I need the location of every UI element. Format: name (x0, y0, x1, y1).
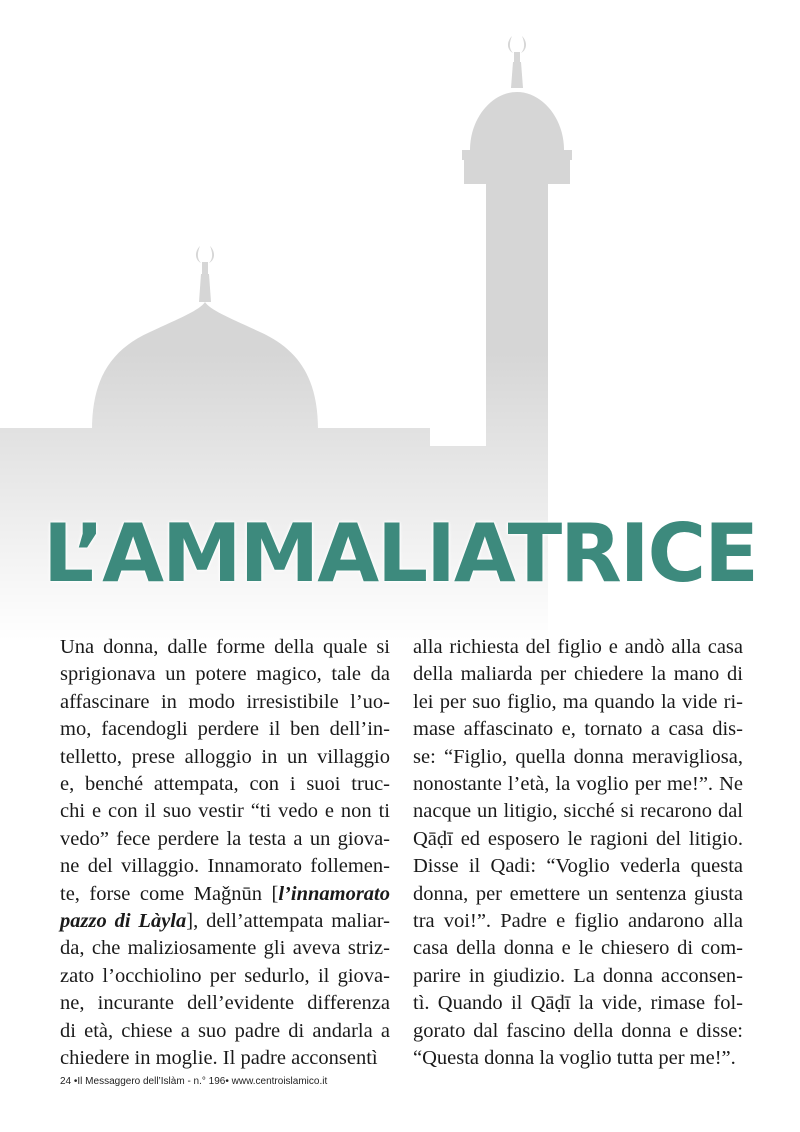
text-line: sprigionava un potere magico, tale da (60, 663, 390, 686)
text-line: della maliarda per chiedere la mano di (413, 663, 743, 686)
text-line: casa della donna e le chiesero di com- (413, 937, 743, 960)
text-line: gorato dal fascino della donna e disse: (413, 1019, 743, 1042)
text-segment: ], dell’attempata maliar- (186, 910, 390, 933)
text-line: affascinare in modo irresistibile l’uo- (60, 690, 390, 713)
text-line: ne del villaggio. Innamorato follemen- (60, 855, 390, 878)
text-line: lei per suo figlio, ma quando la vide ri- (413, 690, 743, 713)
text-line: mase affascinato e, tornato a casa dis- (413, 718, 743, 741)
text-line: e, benché attempata, con i suoi truc- (60, 773, 390, 796)
text-line: di età, chiese a suo padre di andarla a (60, 1019, 390, 1042)
article-column-right (413, 634, 743, 1073)
text-line: Una donna, dalle forme della quale si (60, 636, 390, 658)
text-line: Qāḍī ed esposero le ragioni del litigio. (413, 827, 743, 850)
text-line: mo, facendogli perdere il ben dell’in- (60, 718, 390, 741)
text-line: nacque un litigio, sicché si recarono dal (413, 800, 743, 823)
article-column-left (60, 634, 390, 1073)
text-line: alla richiesta del figlio e andò alla casa (413, 636, 743, 658)
emphasis-text: l’innamorato (278, 882, 390, 905)
text-line-with-emphasis (60, 881, 390, 908)
text-line: telletto, prese alloggio in un villaggio (60, 745, 390, 768)
text-line: “Questa donna la voglio tutta per me!”. (413, 1047, 736, 1070)
text-line: tì. Quando il Qāḍī la vide, rimase fol- (413, 992, 743, 1015)
text-line: tra voi!”. Padre e figlio andarono alla (413, 910, 743, 933)
text-line-with-emphasis (60, 908, 390, 935)
emphasis-text: pazzo di Làyla (60, 910, 187, 933)
text-line: da, che maliziosamente gli aveva striz- (60, 937, 390, 960)
text-segment: te, forse come Maǧnūn [ (60, 882, 279, 905)
text-line: parire in giudizio. La donna acconsen- (413, 964, 743, 987)
page-footer: 24 •Il Messaggero dell’Islàm - n.° 196• www.centroislamico.it (60, 1076, 328, 1087)
text-line: Disse il Qadi: “Voglio vederla questa (413, 855, 743, 878)
text-line: chiedere in moglie. Il padre acconsentì (60, 1047, 378, 1070)
text-line: ne, incurante dell’evidente differenza (60, 992, 390, 1015)
text-line: donna, per emettere un sentenza giusta (413, 882, 743, 905)
text-line: chi e con il suo vestir “ti vedo e non ti (60, 800, 390, 823)
text-line: nonostante l’età, la voglio per me!”. Ne (413, 773, 743, 796)
text-line: vedo” fece perdere la testa a un giova- (60, 827, 390, 850)
page-title: L’AMMALIATRICE (43, 507, 757, 600)
text-line: zato l’occhiolino per sedurlo, il giova- (60, 964, 390, 987)
text-line: se: “Figlio, quella donna meravigliosa, (413, 745, 743, 768)
